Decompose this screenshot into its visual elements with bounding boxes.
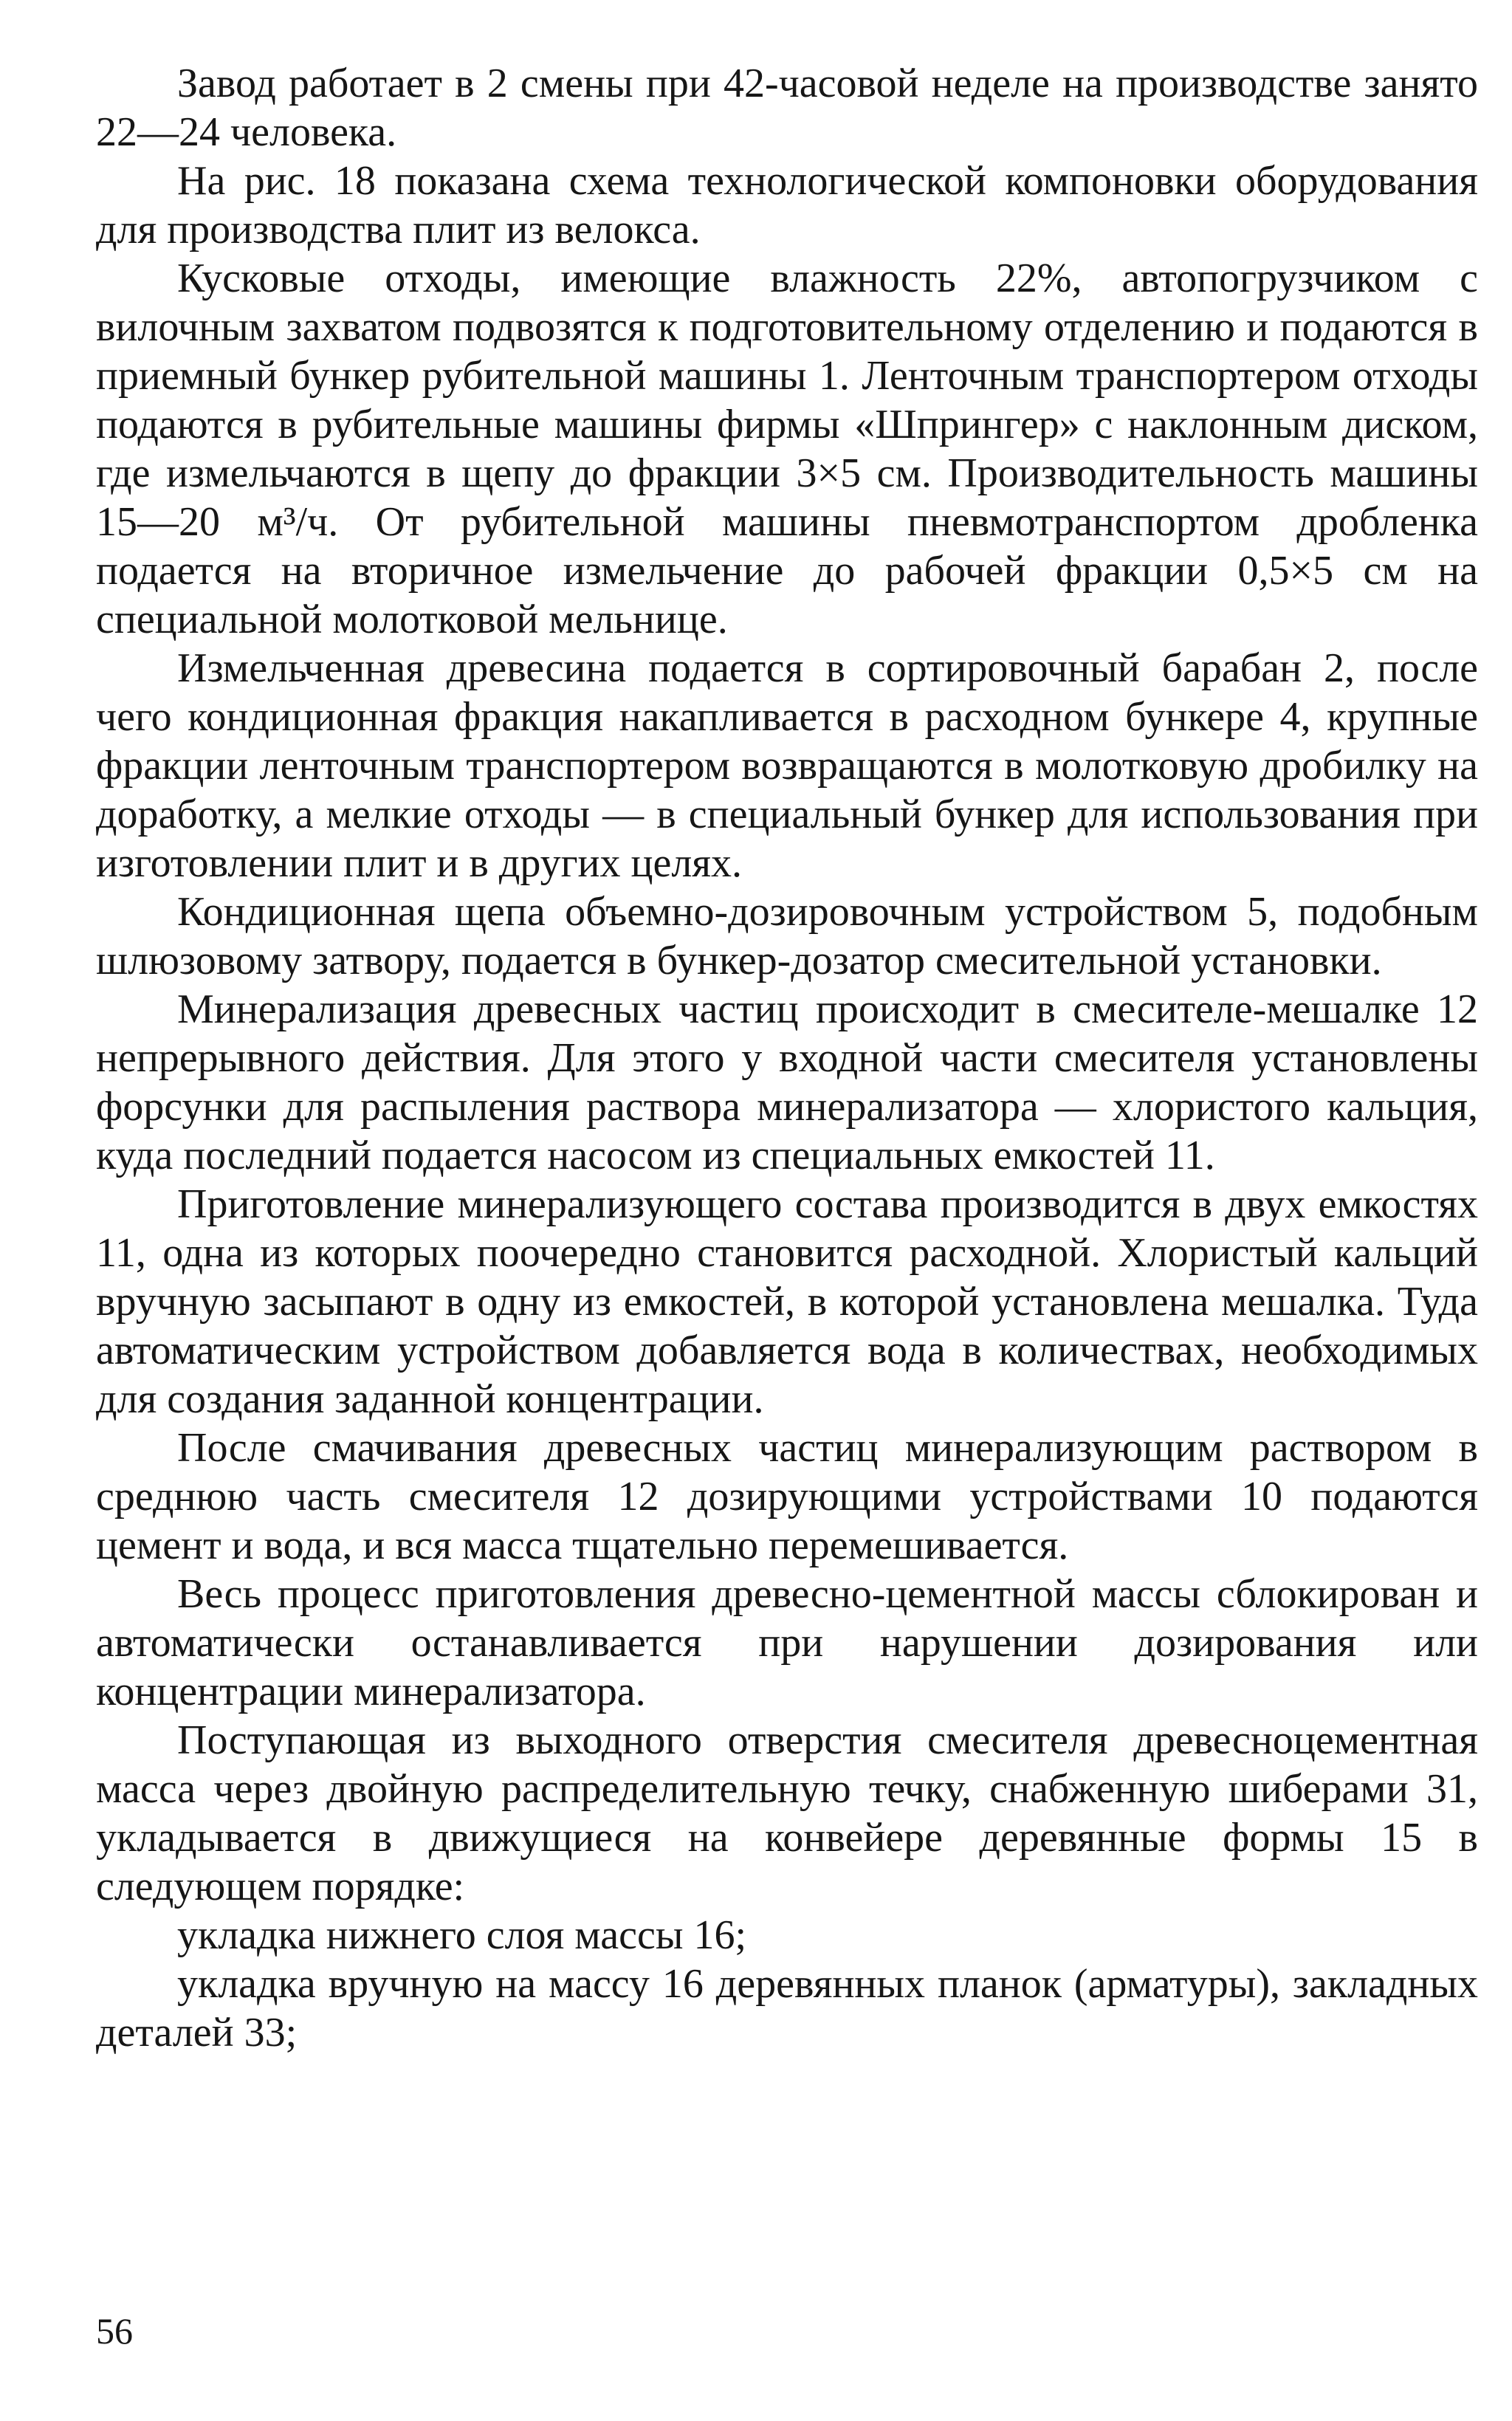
- paragraph: Измельченная древесина подается в сортировочный барабан 2, после чего кондиционная фракция накапливается в расходном бункере 4, крупные фракции ленточным транспортером возвращаются в молотковую дробилку на доработку, а мелкие отходы — в специальный бункер для использования при изготовлении плит и в других целях.: [96, 645, 1478, 886]
- list-item: укладка нижнего слоя массы 16;: [177, 1912, 747, 1958]
- paragraph: Минерализация древесных частиц происходит в смесителе-мешалке 12 непрерывного действия. Для этого у входной части смесителя установлены форсунки для распыления раствора минерализатора — хлористого кальция, куда последний подается насосом из специальных емкостей 11.: [96, 986, 1478, 1178]
- paragraph: После смачивания древесных частиц минерализующим раствором в среднюю часть смесителя 12 дозирующими устройствами 10 подаются цемент и вода, и вся масса тщательно перемешивается.: [96, 1425, 1478, 1568]
- paragraph: Завод работает в 2 смены при 42-часовой неделе на производстве занято 22—24 человека.: [96, 61, 1478, 155]
- paragraph: Приготовление минерализующего состава производится в двух емкостях 11, одна из которых поочередно становится расходной. Хлористый кальций вручную засыпают в одну из емкостей, в которой установлена мешалка. Туда автоматическим устройством добавляется вода в количествах, необходимых для создания заданной концентрации.: [96, 1181, 1478, 1422]
- paragraph: Кусковые отходы, имеющие влажность 22%, автопогрузчиком с вилочным захватом подвозятся к подготовительному отделению и подаются в приемный бункер рубительной машины 1. Ленточным транспортером отходы подаются в рубительные машины фирмы «Шпрингер» с наклонным диском, где измельчаются в щепу до фракции 3×5 см. Производительность машины 15—20 м³/ч. От рубительной машины пневмотранспортом дробленка подается на вторичное измельчение до рабочей фракции 0,5×5 см на специальной молотковой мельнице.: [96, 255, 1478, 642]
- paragraph: Весь процесс приготовления древесно-цементной массы сблокирован и автоматически останавливается при нарушении дозирования или концентрации минерализатора.: [96, 1571, 1478, 1714]
- page-body: [96, 59, 1478, 2057]
- paragraph: На рис. 18 показана схема технологической компоновки оборудования для производства плит из велокса.: [96, 158, 1478, 253]
- page-number: 56: [96, 2310, 133, 2352]
- paragraph: Кондиционная щепа объемно-дозировочным устройством 5, подобным шлюзовому затвору, подается в бункер-дозатор смесительной установки.: [96, 889, 1478, 983]
- list-item: укладка вручную на массу 16 деревянных планок (арматуры), закладных деталей 33;: [96, 1961, 1478, 2056]
- paragraph: Поступающая из выходного отверстия смесителя древесноцементная масса через двойную распределительную течку, снабженную шиберами 31, укладывается в движущиеся на конвейере деревянные формы 15 в следующем порядке:: [96, 1717, 1478, 1909]
